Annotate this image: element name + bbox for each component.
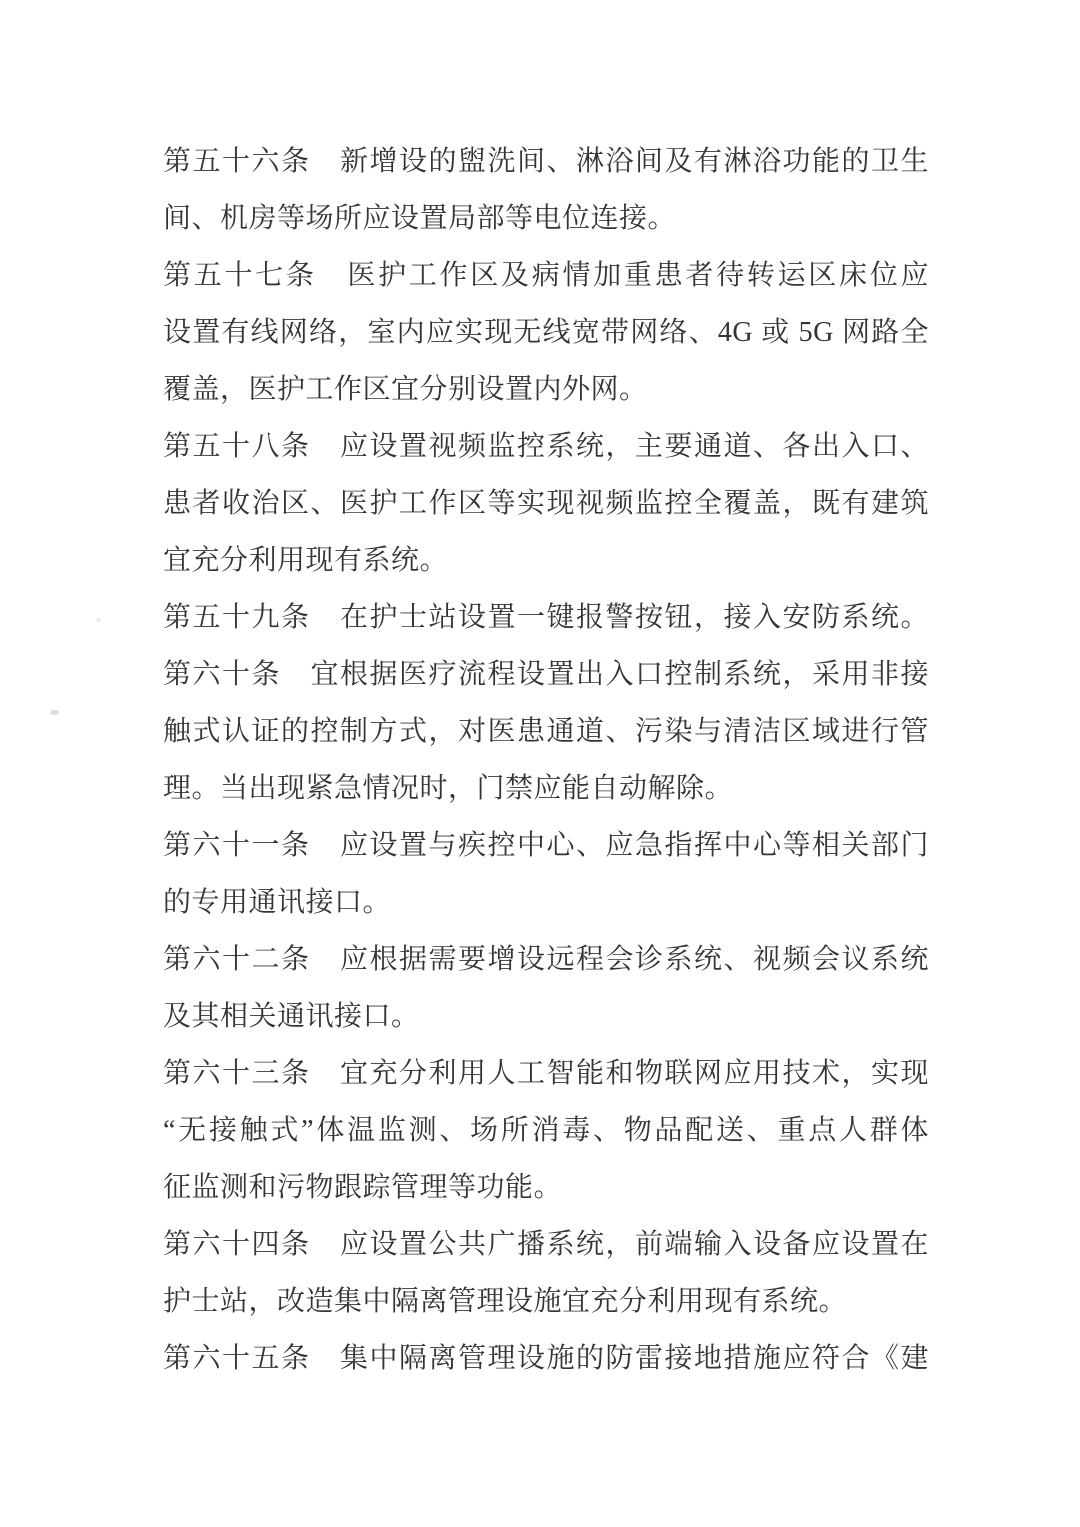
article-line: 患者收治区、医护工作区等实现视频监控全覆盖，既有建筑 xyxy=(163,488,929,519)
article-line: 第六十条 宜根据医疗流程设置出入口控制系统，采用非接 xyxy=(163,659,929,690)
article-line: 第六十三条 宜充分利用人工智能和物联网应用技术，实现 xyxy=(163,1058,929,1089)
article-64 xyxy=(163,1216,929,1330)
article-line: 第五十八条 应设置视频监控系统，主要通道、各出入口、 xyxy=(163,431,929,462)
article-line: 覆盖，医护工作区宜分别设置内外网。 xyxy=(163,374,648,405)
article-59 xyxy=(163,589,929,646)
article-line: 设置有线网络，室内应实现无线宽带网络、4G 或 5G 网路全 xyxy=(163,317,929,348)
article-line: 第六十二条 应根据需要增设远程会诊系统、视频会议系统 xyxy=(163,944,929,975)
article-line: 间、机房等场所应设置局部等电位连接。 xyxy=(163,203,677,234)
article-line: 第五十九条 在护士站设置一键报警按钮，接入安防系统。 xyxy=(163,602,929,633)
scan-speck xyxy=(96,618,101,622)
article-line: 触式认证的控制方式，对医患通道、污染与清洁区域进行管 xyxy=(163,716,929,747)
article-58 xyxy=(163,418,929,589)
article-line: 第五十六条 新增设的盥洗间、淋浴间及有淋浴功能的卫生 xyxy=(163,146,929,177)
article-line: 第六十一条 应设置与疾控中心、应急指挥中心等相关部门 xyxy=(163,830,929,861)
article-line: 护士站，改造集中隔离管理设施宜充分利用现有系统。 xyxy=(163,1286,848,1317)
article-62 xyxy=(163,931,929,1045)
article-line: 的专用通讯接口。 xyxy=(163,887,392,918)
article-line: 第六十四条 应设置公共广播系统，前端输入设备应设置在 xyxy=(163,1229,929,1260)
article-65 xyxy=(163,1330,929,1387)
article-61 xyxy=(163,817,929,931)
article-line: 第五十七条 医护工作区及病情加重患者待转运区床位应 xyxy=(163,260,929,291)
article-text-block xyxy=(163,133,929,1387)
article-line: 理。当出现紧急情况时，门禁应能自动解除。 xyxy=(163,773,734,804)
article-line: 第六十五条 集中隔离管理设施的防雷接地措施应符合《建 xyxy=(163,1343,929,1374)
article-60 xyxy=(163,646,929,817)
article-56 xyxy=(163,133,929,247)
article-57 xyxy=(163,247,929,418)
scan-speck xyxy=(50,710,59,715)
article-line: “无接触式”体温监测、场所消毒、物品配送、重点人群体 xyxy=(163,1115,929,1146)
article-line: 及其相关通讯接口。 xyxy=(163,1001,420,1032)
article-line: 征监测和污物跟踪管理等功能。 xyxy=(163,1172,563,1203)
article-63 xyxy=(163,1045,929,1216)
article-line: 宜充分利用现有系统。 xyxy=(163,545,449,576)
